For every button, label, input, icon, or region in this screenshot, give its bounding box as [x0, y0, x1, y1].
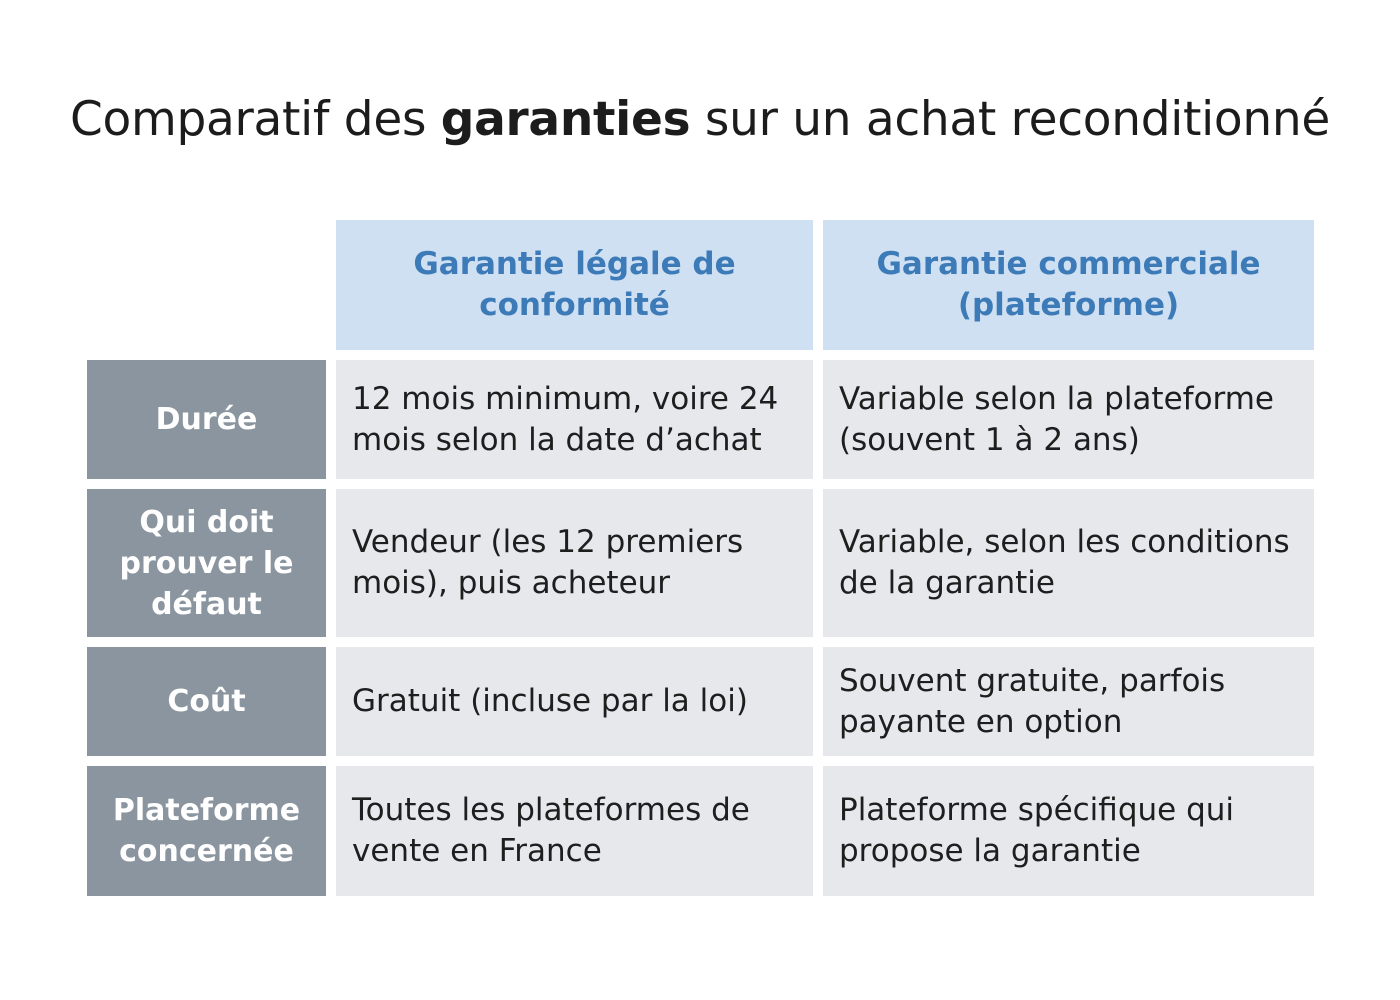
title-before: Comparatif des [70, 92, 441, 147]
table-cell-cost-legal: Gratuit (incluse par la loi) [336, 647, 813, 756]
row-header-duration: Durée [87, 360, 326, 479]
table-cell-cost-commercial: Souvent gratuite, parfois payante en option [823, 647, 1314, 756]
title-after: sur un achat reconditionné [690, 92, 1330, 147]
comparison-table [87, 220, 1314, 896]
table-cell-platform-legal: Toutes les plateformes de vente en France [336, 766, 813, 896]
title-emphasis: garanties [440, 92, 691, 147]
table-cell-platform-commercial: Plateforme spécifique qui propose la garantie [823, 766, 1314, 896]
table-corner [87, 220, 326, 350]
row-header-cost: Coût [87, 647, 326, 756]
table-cell-proof-commercial: Variable, selon les conditions de la garantie [823, 489, 1314, 637]
page-title [0, 92, 1400, 147]
column-header-commercial-warranty: Garantie commerciale (plateforme) [823, 220, 1314, 350]
row-header-burden-of-proof: Qui doit prouver le défaut [87, 489, 326, 637]
table-cell-proof-legal: Vendeur (les 12 premiers mois), puis acheteur [336, 489, 813, 637]
table-cell-duration-legal: 12 mois minimum, voire 24 mois selon la date d’achat [336, 360, 813, 479]
row-header-platform: Plateforme concernée [87, 766, 326, 896]
column-header-legal-warranty: Garantie légale de conformité [336, 220, 813, 350]
table-cell-duration-commercial: Variable selon la plateforme (souvent 1 à 2 ans) [823, 360, 1314, 479]
